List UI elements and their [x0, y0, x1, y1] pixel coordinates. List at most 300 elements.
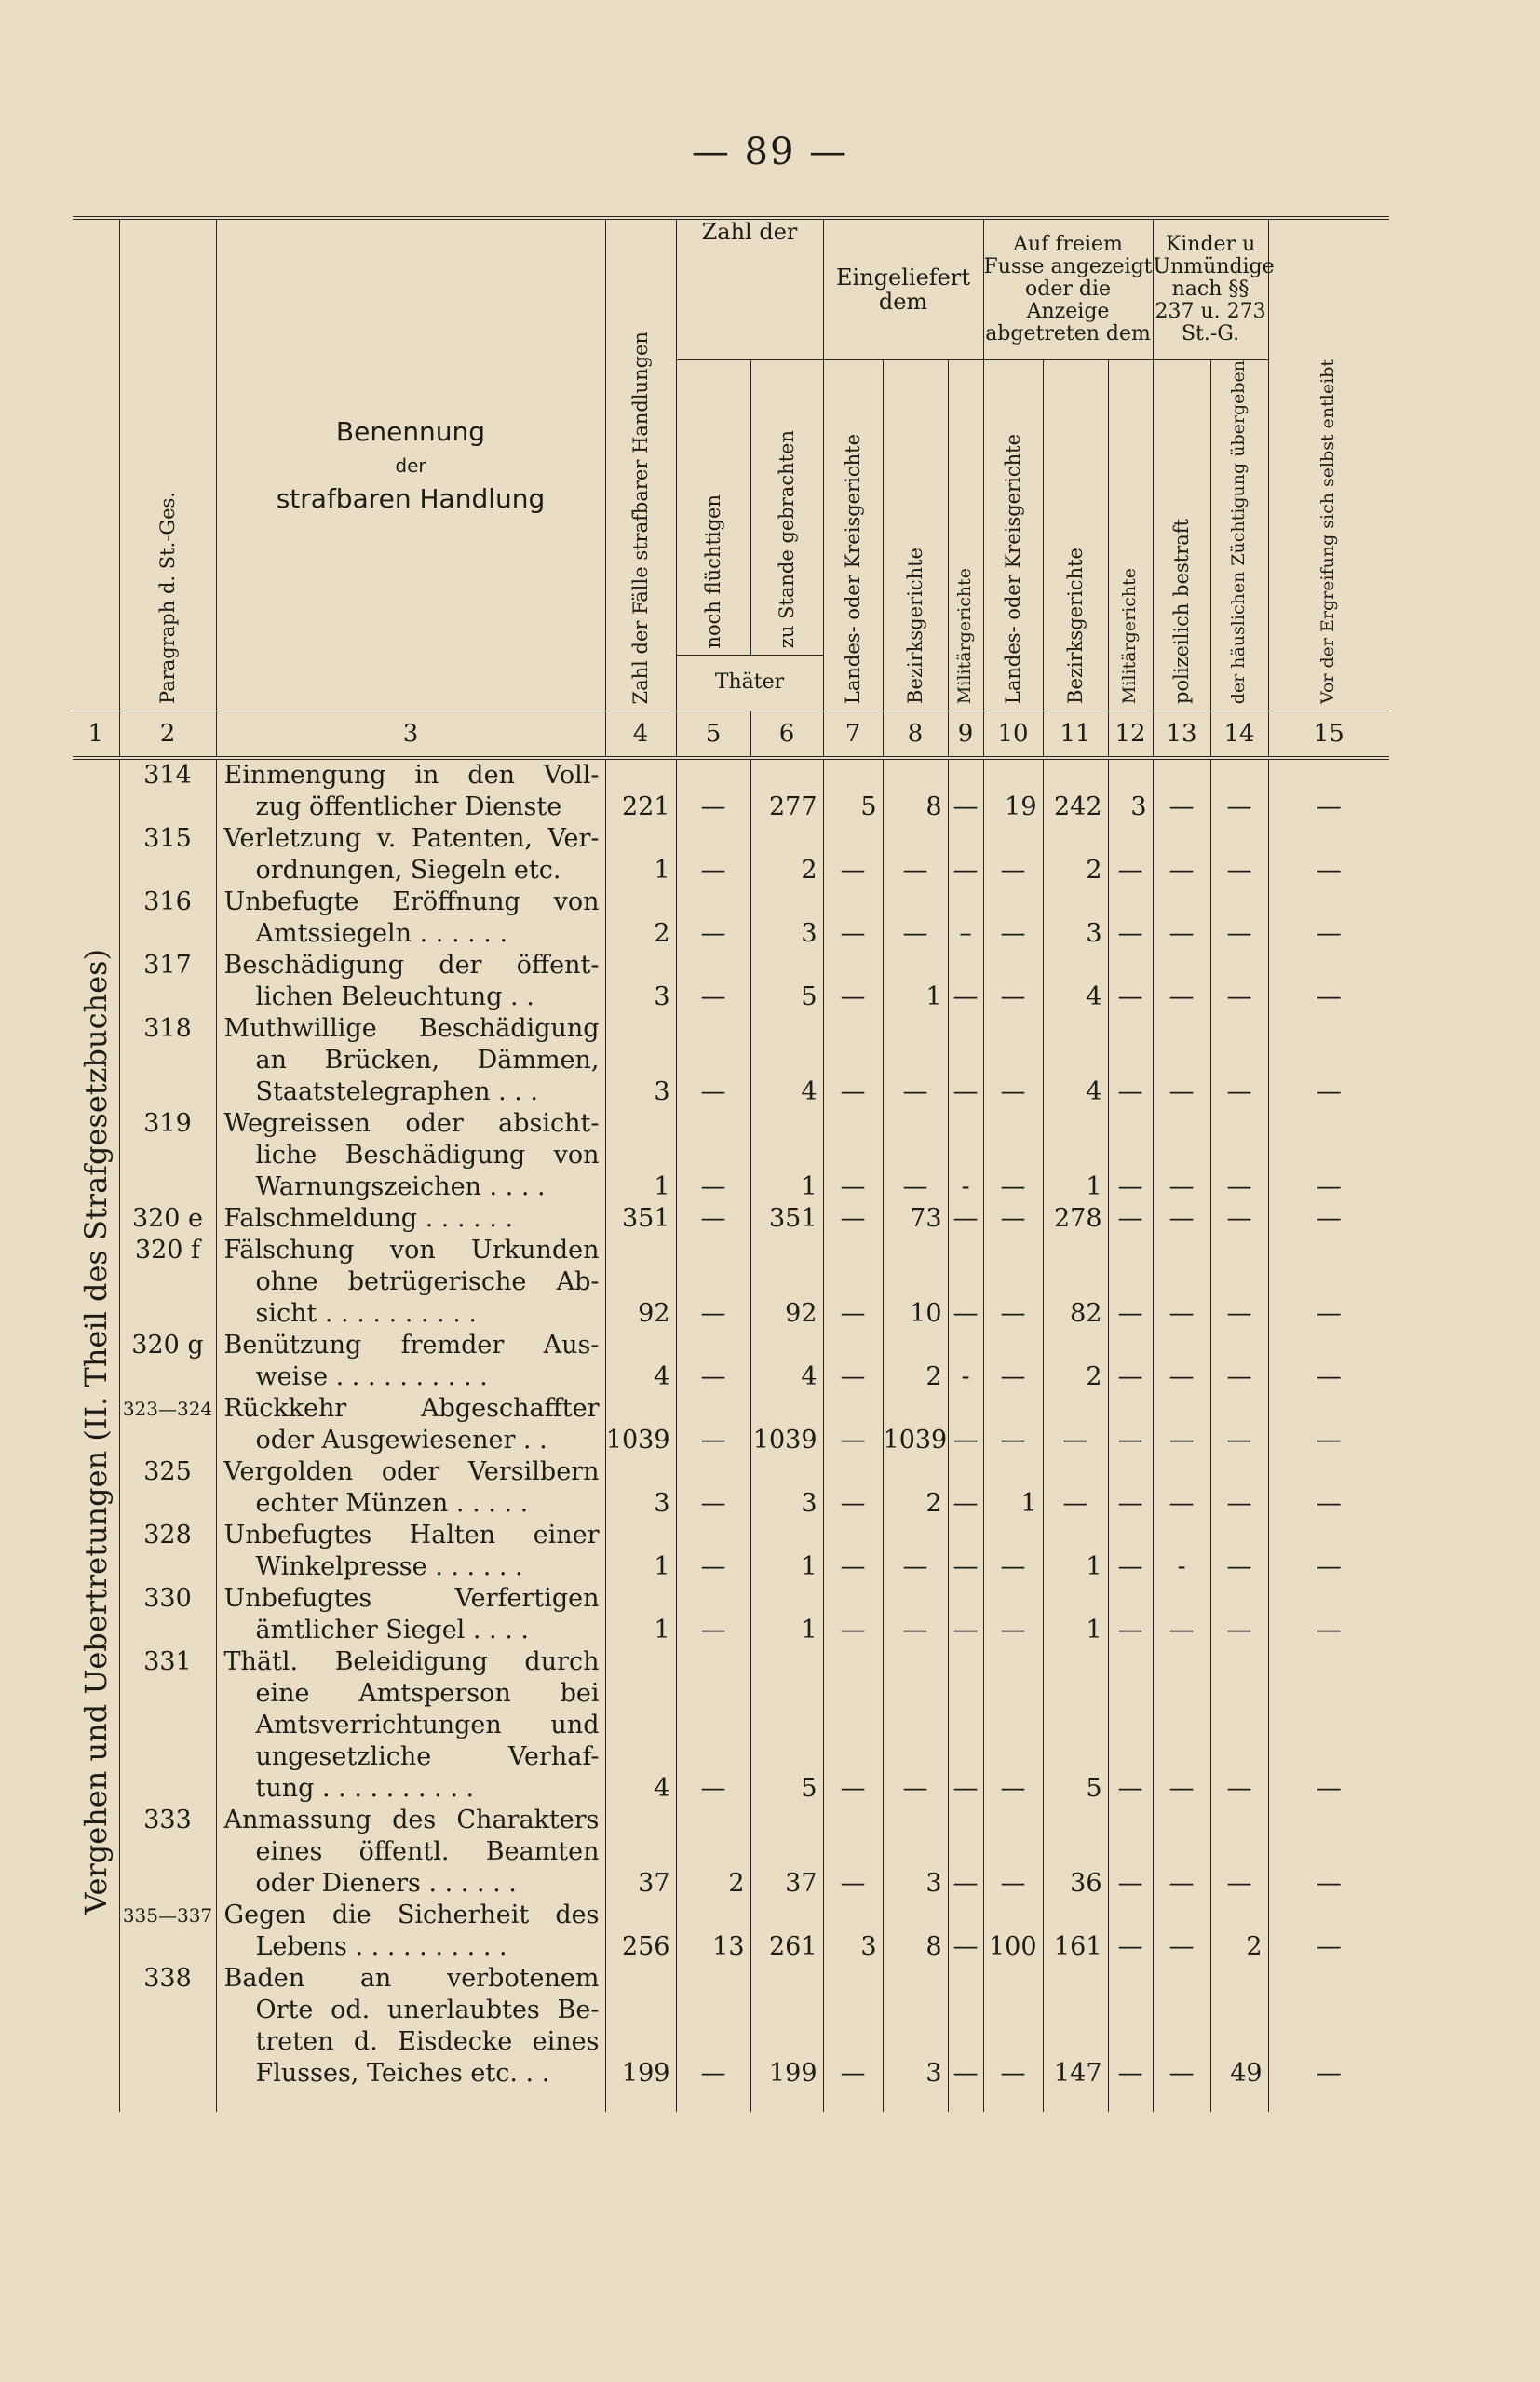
- value-cell: —: [948, 823, 983, 886]
- column-number: 2: [119, 711, 216, 759]
- value-cell: —: [823, 1520, 883, 1583]
- value-cell: 1: [605, 823, 676, 886]
- table-row: [73, 1900, 1389, 1963]
- value-cell: —: [1210, 1646, 1268, 1805]
- value-cell: —: [676, 1013, 750, 1108]
- value-cell: 199: [750, 1963, 823, 2090]
- offense-name-line: Amtssiegeln . . . . . .: [255, 919, 508, 949]
- value-cell: 37: [750, 1805, 823, 1900]
- value-cell: 3: [605, 1456, 676, 1520]
- offense-name-cell: [216, 950, 605, 1013]
- value-cell: —: [1153, 1235, 1210, 1330]
- value-cell: —: [883, 1646, 948, 1805]
- table-row: [73, 1393, 1389, 1456]
- value-cell: —: [948, 1583, 983, 1646]
- value-cell: 1: [750, 1520, 823, 1583]
- value-cell: 2: [1210, 1900, 1268, 1963]
- offense-name-line: sicht . . . . . . . . . .: [255, 1299, 478, 1329]
- offense-name-line: Thätl. Beleidigung durch: [223, 1647, 600, 1677]
- value-cell: 1: [883, 950, 948, 1013]
- offense-name-line: lichen Beleuchtung . .: [255, 982, 534, 1012]
- offense-name-line: Unbefugtes Verfertigen: [223, 1584, 600, 1614]
- value-cell: —: [676, 950, 750, 1013]
- value-cell: 2: [676, 1805, 750, 1900]
- value-cell: 221: [605, 758, 676, 823]
- value-cell: —: [1153, 1805, 1210, 1900]
- offense-name-cell: [216, 1108, 605, 1203]
- value-cell: —: [983, 1583, 1043, 1646]
- paragraph-cell: 333: [119, 1805, 216, 1900]
- header-militaer-2: Militärgerichte: [1108, 360, 1153, 711]
- value-cell: 8: [883, 1900, 948, 1963]
- value-cell: —: [1210, 1235, 1268, 1330]
- offense-name-cell: [216, 886, 605, 950]
- value-cell: 2: [605, 886, 676, 950]
- filler-cell: [676, 2090, 750, 2112]
- value-cell: —: [948, 758, 983, 823]
- value-cell: —: [883, 1583, 948, 1646]
- table-row: [73, 1805, 1389, 1900]
- table-row: [73, 1108, 1389, 1203]
- statistics-table: [73, 216, 1389, 2112]
- value-cell: —: [1108, 1805, 1153, 1900]
- paragraph-cell: 320 f: [119, 1235, 216, 1330]
- offense-name-line: echter Münzen . . . . .: [255, 1489, 529, 1519]
- column-number: 7: [823, 711, 883, 759]
- offense-name-line: oder Dieners . . . . . .: [255, 1869, 517, 1899]
- value-cell: —: [948, 1456, 983, 1520]
- column-number: 15: [1268, 711, 1389, 759]
- value-cell: —: [1210, 1108, 1268, 1203]
- value-cell: 13: [676, 1900, 750, 1963]
- value-cell: —: [883, 1108, 948, 1203]
- paragraph-cell: 330: [119, 1583, 216, 1646]
- value-cell: —: [1268, 1108, 1389, 1203]
- value-cell: —: [1210, 1203, 1268, 1235]
- offense-name-cell: [216, 1456, 605, 1520]
- value-cell: —: [948, 1805, 983, 1900]
- header-haeuslich: der häuslichen Züchtigung übergeben: [1210, 360, 1268, 711]
- value-cell: —: [948, 1646, 983, 1805]
- offense-name-line: oder Ausgewiesener . .: [255, 1426, 547, 1455]
- value-cell: —: [676, 758, 750, 823]
- offense-name-line: Baden an verbotenem: [223, 1964, 600, 1994]
- value-cell: 3: [750, 1456, 823, 1520]
- offense-name-line: Flusses, Teiches etc. . .: [255, 2059, 550, 2089]
- value-cell: —: [1210, 1013, 1268, 1108]
- value-cell: —: [883, 1013, 948, 1108]
- offense-name-line: ohne betrügerische Ab-: [255, 1267, 600, 1297]
- offense-name-line: treten d. Eisdecke eines: [255, 2027, 600, 2057]
- value-cell: —: [983, 1805, 1043, 1900]
- value-cell: —: [1210, 1805, 1268, 1900]
- value-cell: —: [1268, 1235, 1389, 1330]
- value-cell: —: [983, 1646, 1043, 1805]
- offense-name-line: Verletzung v. Patenten, Ver-: [223, 824, 600, 854]
- value-cell: —: [1108, 1583, 1153, 1646]
- offense-name-line: Unbefugte Eröffnung von: [223, 887, 600, 917]
- table-row: [73, 1330, 1389, 1393]
- value-cell: —: [1210, 886, 1268, 950]
- offense-name-line: Wegreissen oder absicht-: [223, 1109, 600, 1139]
- value-cell: 3: [883, 1963, 948, 2090]
- offense-name-line: Orte od. unerlaubtes Be-: [255, 1996, 600, 2025]
- value-cell: —: [823, 1330, 883, 1393]
- value-cell: 2: [883, 1456, 948, 1520]
- value-cell: —: [823, 1805, 883, 1900]
- value-cell: —: [676, 1583, 750, 1646]
- offense-name-line: Lebens . . . . . . . . . .: [255, 1932, 507, 1962]
- offense-name-line: Winkelpresse . . . . . .: [255, 1552, 523, 1582]
- offense-name-line: Unbefugtes Halten einer: [223, 1521, 600, 1550]
- value-cell: 37: [605, 1805, 676, 1900]
- offense-name-cell: [216, 1203, 605, 1235]
- offense-name-line: Staatstelegraphen . . .: [255, 1077, 539, 1107]
- filler-cell: [1108, 2090, 1153, 2112]
- value-cell: 3: [750, 886, 823, 950]
- value-cell: 4: [750, 1013, 823, 1108]
- filler-cell: [1210, 2090, 1268, 2112]
- paragraph-cell: 316: [119, 886, 216, 950]
- value-cell: —: [823, 1393, 883, 1456]
- value-cell: —: [1268, 1456, 1389, 1520]
- value-cell: —: [823, 823, 883, 886]
- value-cell: —: [983, 1393, 1043, 1456]
- value-cell: —: [1268, 1583, 1389, 1646]
- value-cell: —: [948, 1520, 983, 1583]
- value-cell: —: [1153, 1330, 1210, 1393]
- value-cell: -: [948, 1330, 983, 1393]
- value-cell: 1039: [750, 1393, 823, 1456]
- value-cell: —: [1268, 1900, 1389, 1963]
- column-number: 4: [605, 711, 676, 759]
- header-landes-kreis: Landes- oder Kreisgerichte: [823, 360, 883, 711]
- table-body: [73, 758, 1389, 2112]
- value-cell: —: [983, 823, 1043, 886]
- value-cell: —: [1153, 1393, 1210, 1456]
- offense-name-line: Einmengung in den Voll-: [223, 761, 600, 791]
- value-cell: —: [1153, 1108, 1210, 1203]
- value-cell: 1: [750, 1108, 823, 1203]
- header-vor-ergreifung: Vor der Ergreifung sich selbst entleibt: [1268, 218, 1389, 711]
- header-der: der: [395, 453, 426, 477]
- value-cell: 1: [605, 1583, 676, 1646]
- paragraph-cell: 317: [119, 950, 216, 1013]
- value-cell: —: [1210, 950, 1268, 1013]
- value-cell: —: [1268, 823, 1389, 886]
- paragraph-cell: 319: [119, 1108, 216, 1203]
- value-cell: —: [823, 950, 883, 1013]
- offense-name-line: an Brücken, Dämmen,: [255, 1046, 600, 1076]
- offense-name-cell: [216, 1235, 605, 1330]
- column-number: 3: [216, 711, 605, 759]
- value-cell: —: [1268, 1393, 1389, 1456]
- value-cell: 4: [750, 1330, 823, 1393]
- offense-name-line: tung . . . . . . . . . .: [255, 1774, 475, 1804]
- offense-name-line: zug öffentlicher Dienste: [255, 792, 562, 822]
- value-cell: —: [676, 1963, 750, 2090]
- value-cell: 351: [750, 1203, 823, 1235]
- value-cell: —: [1268, 758, 1389, 823]
- value-cell: -: [948, 1108, 983, 1203]
- header-landes-kreis-2: Landes- oder Kreisgerichte: [983, 360, 1043, 711]
- value-cell: 4: [1043, 1013, 1108, 1108]
- value-cell: 199: [605, 1963, 676, 2090]
- value-cell: 1039: [605, 1393, 676, 1456]
- column-number: 5: [676, 711, 750, 759]
- value-cell: —: [1153, 1583, 1210, 1646]
- value-cell: —: [1108, 1108, 1153, 1203]
- value-cell: 3: [823, 1900, 883, 1963]
- offense-name-cell: [216, 1520, 605, 1583]
- value-cell: 5: [750, 950, 823, 1013]
- value-cell: —: [823, 1108, 883, 1203]
- offense-name-cell: [216, 1805, 605, 1900]
- value-cell: —: [883, 886, 948, 950]
- paragraph-cell: 320 e: [119, 1203, 216, 1235]
- value-cell: 100: [983, 1900, 1043, 1963]
- offense-name-cell: [216, 1013, 605, 1108]
- column-number: 8: [883, 711, 948, 759]
- filler-cell: [605, 2090, 676, 2112]
- offense-name-line: Rückkehr Abgeschaffter: [223, 1394, 600, 1424]
- value-cell: —: [676, 1108, 750, 1203]
- value-cell: —: [983, 1108, 1043, 1203]
- table-row: [73, 1456, 1389, 1520]
- value-cell: 1: [1043, 1520, 1108, 1583]
- value-cell: 10: [883, 1235, 948, 1330]
- offense-name-line: Vergolden oder Versilbern: [223, 1457, 600, 1487]
- paragraph-cell: 318: [119, 1013, 216, 1108]
- page-number: — 89 —: [691, 130, 849, 173]
- value-cell: —: [1108, 1963, 1153, 2090]
- column-number: 1: [73, 711, 119, 759]
- offense-name-line: ordnungen, Siegeln etc.: [255, 856, 561, 886]
- table-header: [73, 218, 1389, 758]
- value-cell: 2: [750, 823, 823, 886]
- offense-name-line: weise . . . . . . . . . .: [255, 1362, 488, 1392]
- value-cell: —: [1153, 886, 1210, 950]
- value-cell: —: [1210, 1330, 1268, 1393]
- value-cell: —: [983, 1203, 1043, 1235]
- offense-name-cell: [216, 1900, 605, 1963]
- column-number: 10: [983, 711, 1043, 759]
- value-cell: —: [1153, 1646, 1210, 1805]
- value-cell: —: [823, 1456, 883, 1520]
- offense-name-line: eines öffentl. Beamten: [255, 1837, 600, 1867]
- value-cell: —: [1268, 1013, 1389, 1108]
- value-cell: —: [1153, 1456, 1210, 1520]
- value-cell: —: [1268, 1330, 1389, 1393]
- value-cell: —: [1210, 758, 1268, 823]
- value-cell: —: [676, 1646, 750, 1805]
- value-cell: —: [823, 1583, 883, 1646]
- value-cell: —: [883, 1520, 948, 1583]
- value-cell: —: [1153, 1203, 1210, 1235]
- header-bezirk: Bezirksgerichte: [883, 360, 948, 711]
- filler-cell: [119, 2090, 216, 2112]
- column-number: 14: [1210, 711, 1268, 759]
- value-cell: —: [1210, 1393, 1268, 1456]
- value-cell: —: [1210, 1456, 1268, 1520]
- value-cell: —: [948, 950, 983, 1013]
- value-cell: 1: [605, 1520, 676, 1583]
- offense-name-line: ungesetzliche Verhaf-: [255, 1742, 600, 1772]
- filler-cell: [948, 2090, 983, 2112]
- value-cell: —: [1108, 886, 1153, 950]
- filler-cell: [216, 2090, 605, 2112]
- value-cell: —: [823, 1646, 883, 1805]
- table-row: [73, 1963, 1389, 2090]
- header-eingeliefert: Eingeliefert dem: [823, 218, 983, 360]
- value-cell: 73: [883, 1203, 948, 1235]
- offense-name-cell: [216, 1646, 605, 1805]
- header-bezirk-2: Bezirksgerichte: [1043, 360, 1108, 711]
- offense-name-cell: [216, 1963, 605, 2090]
- table-row: [73, 1583, 1389, 1646]
- value-cell: 1: [1043, 1583, 1108, 1646]
- value-cell: —: [676, 1203, 750, 1235]
- value-cell: —: [1108, 1013, 1153, 1108]
- table-row: [73, 1013, 1389, 1108]
- value-cell: —: [1108, 1203, 1153, 1235]
- table-row: [73, 1646, 1389, 1805]
- value-cell: 8: [883, 758, 948, 823]
- offense-name-line: Anmassung des Charakters: [223, 1806, 600, 1835]
- value-cell: —: [983, 1963, 1043, 2090]
- value-cell: 5: [1043, 1646, 1108, 1805]
- value-cell: —: [1108, 1330, 1153, 1393]
- header-zahl-faelle: Zahl der Fälle strafbarer Handlungen: [605, 218, 676, 711]
- value-cell: 351: [605, 1203, 676, 1235]
- paragraph-cell: 331: [119, 1646, 216, 1805]
- value-cell: —: [983, 1520, 1043, 1583]
- value-cell: 261: [750, 1900, 823, 1963]
- paragraph-cell: 325: [119, 1456, 216, 1520]
- offense-name-cell: [216, 1393, 605, 1456]
- value-cell: 3: [883, 1805, 948, 1900]
- header-noch-fluechtigen: noch flüchtigen: [676, 360, 750, 656]
- value-cell: 1039: [883, 1393, 948, 1456]
- value-cell: 161: [1043, 1900, 1108, 1963]
- value-cell: 5: [823, 758, 883, 823]
- table-row: [73, 823, 1389, 886]
- value-cell: 5: [750, 1646, 823, 1805]
- value-cell: —: [1268, 950, 1389, 1013]
- value-cell: —: [1108, 1456, 1153, 1520]
- value-cell: —: [948, 1900, 983, 1963]
- value-cell: —: [983, 950, 1043, 1013]
- header-zu-stande: zu Stande gebrachten: [750, 360, 823, 656]
- value-cell: —: [1268, 886, 1389, 950]
- value-cell: 1: [983, 1456, 1043, 1520]
- header-zahl-der: Zahl der: [676, 218, 823, 360]
- table-row: [73, 1520, 1389, 1583]
- offense-name-cell: [216, 1330, 605, 1393]
- value-cell: 4: [1043, 950, 1108, 1013]
- value-cell: —: [1153, 758, 1210, 823]
- column-number: 12: [1108, 711, 1153, 759]
- value-cell: —: [676, 1330, 750, 1393]
- table-row: [73, 886, 1389, 950]
- value-cell: 4: [605, 1330, 676, 1393]
- table-row: [73, 950, 1389, 1013]
- value-cell: —: [1043, 1393, 1108, 1456]
- filler-cell: [1043, 2090, 1108, 2112]
- value-cell: —: [676, 1393, 750, 1456]
- offense-name-line: Muthwillige Beschädigung: [223, 1014, 600, 1044]
- value-cell: —: [676, 823, 750, 886]
- value-cell: —: [1153, 823, 1210, 886]
- value-cell: —: [823, 1235, 883, 1330]
- filler-cell: [983, 2090, 1043, 2112]
- offense-name-line: Falschmeldung . . . . . .: [223, 1204, 514, 1234]
- value-cell: 3: [605, 1013, 676, 1108]
- value-cell: —: [1108, 1900, 1153, 1963]
- value-cell: —: [948, 1203, 983, 1235]
- value-cell: 2: [1043, 1330, 1108, 1393]
- value-cell: -: [1153, 1520, 1210, 1583]
- value-cell: 3: [1043, 886, 1108, 950]
- header-paragraph: Paragraph d. St.-Ges.: [119, 218, 216, 711]
- value-cell: —: [823, 1203, 883, 1235]
- header-benennung: [216, 218, 605, 711]
- value-cell: 92: [750, 1235, 823, 1330]
- header-auf-freiem: Auf freiem Fusse angezeigt oder die Anzeige abgetreten dem: [983, 218, 1153, 360]
- value-cell: 256: [605, 1900, 676, 1963]
- value-cell: —: [1268, 1805, 1389, 1900]
- offense-name-line: ämtlicher Siegel . . . .: [255, 1616, 529, 1645]
- value-cell: —: [948, 1963, 983, 2090]
- paragraph-cell: 315: [119, 823, 216, 886]
- offense-name-line: Gegen die Sicherheit des: [223, 1901, 600, 1930]
- value-cell: —: [1153, 950, 1210, 1013]
- value-cell: —: [823, 1013, 883, 1108]
- value-cell: —: [1210, 1583, 1268, 1646]
- column-number: 13: [1153, 711, 1210, 759]
- column-number: 11: [1043, 711, 1108, 759]
- table-row: [73, 1235, 1389, 1330]
- filler-cell: [750, 2090, 823, 2112]
- value-cell: —: [1108, 823, 1153, 886]
- value-cell: —: [823, 1963, 883, 2090]
- value-cell: —: [1268, 1203, 1389, 1235]
- value-cell: —: [1043, 1456, 1108, 1520]
- value-cell: 1: [750, 1583, 823, 1646]
- value-cell: —: [676, 1456, 750, 1520]
- value-cell: 19: [983, 758, 1043, 823]
- value-cell: —: [676, 1520, 750, 1583]
- value-cell: —: [1153, 1013, 1210, 1108]
- offense-name-cell: [216, 758, 605, 823]
- value-cell: 36: [1043, 1805, 1108, 1900]
- filler-cell: [1153, 2090, 1210, 2112]
- value-cell: —: [948, 1235, 983, 1330]
- table-row: [73, 758, 1389, 823]
- value-cell: —: [1108, 1235, 1153, 1330]
- offense-name-line: liche Beschädigung von: [255, 1141, 600, 1171]
- paragraph-cell: 320 g: [119, 1330, 216, 1393]
- value-cell: —: [1108, 1393, 1153, 1456]
- filler-cell: [883, 2090, 948, 2112]
- sidebar-category: [73, 758, 119, 2112]
- paragraph-cell: 335—337: [119, 1900, 216, 1963]
- offense-name-line: eine Amtsperson bei: [255, 1679, 600, 1709]
- value-cell: 278: [1043, 1203, 1108, 1235]
- statistics-table-sheet: [73, 216, 1389, 2114]
- value-cell: 1: [605, 1108, 676, 1203]
- sidebar-category-label: Vergehen und Uebertretungen (II. Theil des Strafgesetzbuches): [77, 949, 114, 1915]
